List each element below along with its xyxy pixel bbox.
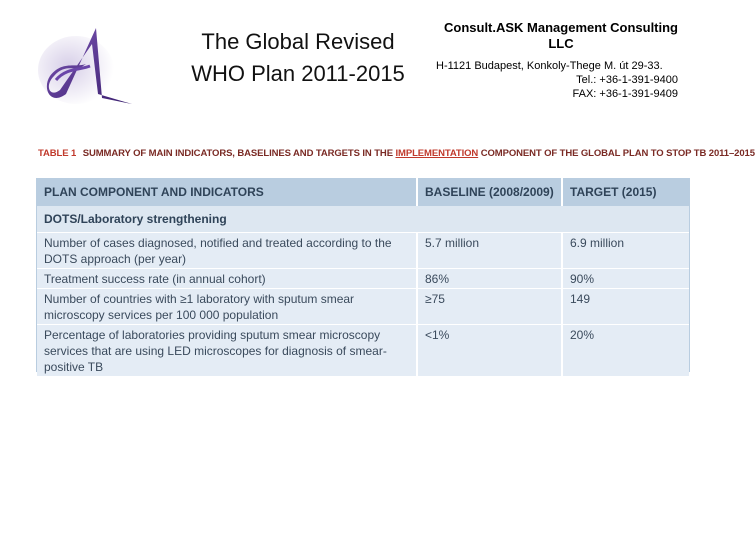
table-row (37, 325, 689, 377)
baseline-cell: 5.7 million (417, 233, 562, 269)
company-line-2: LLC (548, 36, 574, 51)
table-row (37, 233, 689, 269)
fax-line: FAX: +36-1-391-9409 (572, 88, 678, 100)
target-cell: 90% (562, 269, 689, 289)
baseline-cell: <1% (417, 325, 562, 377)
tel-line: Tel.: +36-1-391-9400 (576, 74, 678, 86)
table-row (37, 289, 689, 325)
target-cell: 149 (562, 289, 689, 325)
indicators-table (37, 178, 689, 376)
section-title: DOTS/Laboratory strengthening (37, 206, 689, 233)
indicator-cell: Treatment success rate (in annual cohort) (37, 269, 417, 289)
baseline-cell: 86% (417, 269, 562, 289)
caption-label: TABLE 1 (38, 148, 77, 159)
address-line: H-1121 Budapest, Konkoly-Thege M. út 29-33. (436, 60, 663, 72)
indicator-cell: Number of cases diagnosed, notified and treated according to the DOTS approach (per year) (37, 233, 417, 269)
baseline-cell: ≥75 (417, 289, 562, 325)
caption-highlight: IMPLEMENTATION (395, 148, 479, 159)
caption-text: SUMMARY OF MAIN INDICATORS, BASELINES AND TARGETS IN THE (82, 148, 393, 159)
page-title (178, 26, 418, 90)
table-row (37, 269, 689, 289)
company-line-1: Consult.ASK Management Consulting (444, 20, 678, 35)
title-line-2: WHO Plan 2011-2015 (191, 61, 405, 86)
table-header-row (37, 178, 689, 206)
stylized-letter-a-logo-icon (36, 20, 136, 110)
indicators-table-container (36, 178, 690, 372)
section-row (37, 206, 689, 233)
indicator-cell: Number of countries with ≥1 laboratory with sputum smear microscopy services per 100 000 population (37, 289, 417, 325)
company-name (434, 20, 688, 52)
target-cell: 20% (562, 325, 689, 377)
indicator-cell: Percentage of laboratories providing sputum smear microscopy services that are using LED microscopes for diagnosis of smear-positive TB (37, 325, 417, 377)
caption-rest: COMPONENT OF THE GLOBAL PLAN TO STOP TB 2011–2015 (480, 148, 755, 159)
column-header-indicators: PLAN COMPONENT AND INDICATORS (37, 178, 417, 206)
column-header-target: TARGET (2015) (562, 178, 689, 206)
contact-block (436, 59, 684, 101)
target-cell: 6.9 million (562, 233, 689, 269)
column-header-baseline: BASELINE (2008/2009) (417, 178, 562, 206)
table-caption (38, 148, 755, 159)
title-line-1: The Global Revised (201, 29, 395, 54)
